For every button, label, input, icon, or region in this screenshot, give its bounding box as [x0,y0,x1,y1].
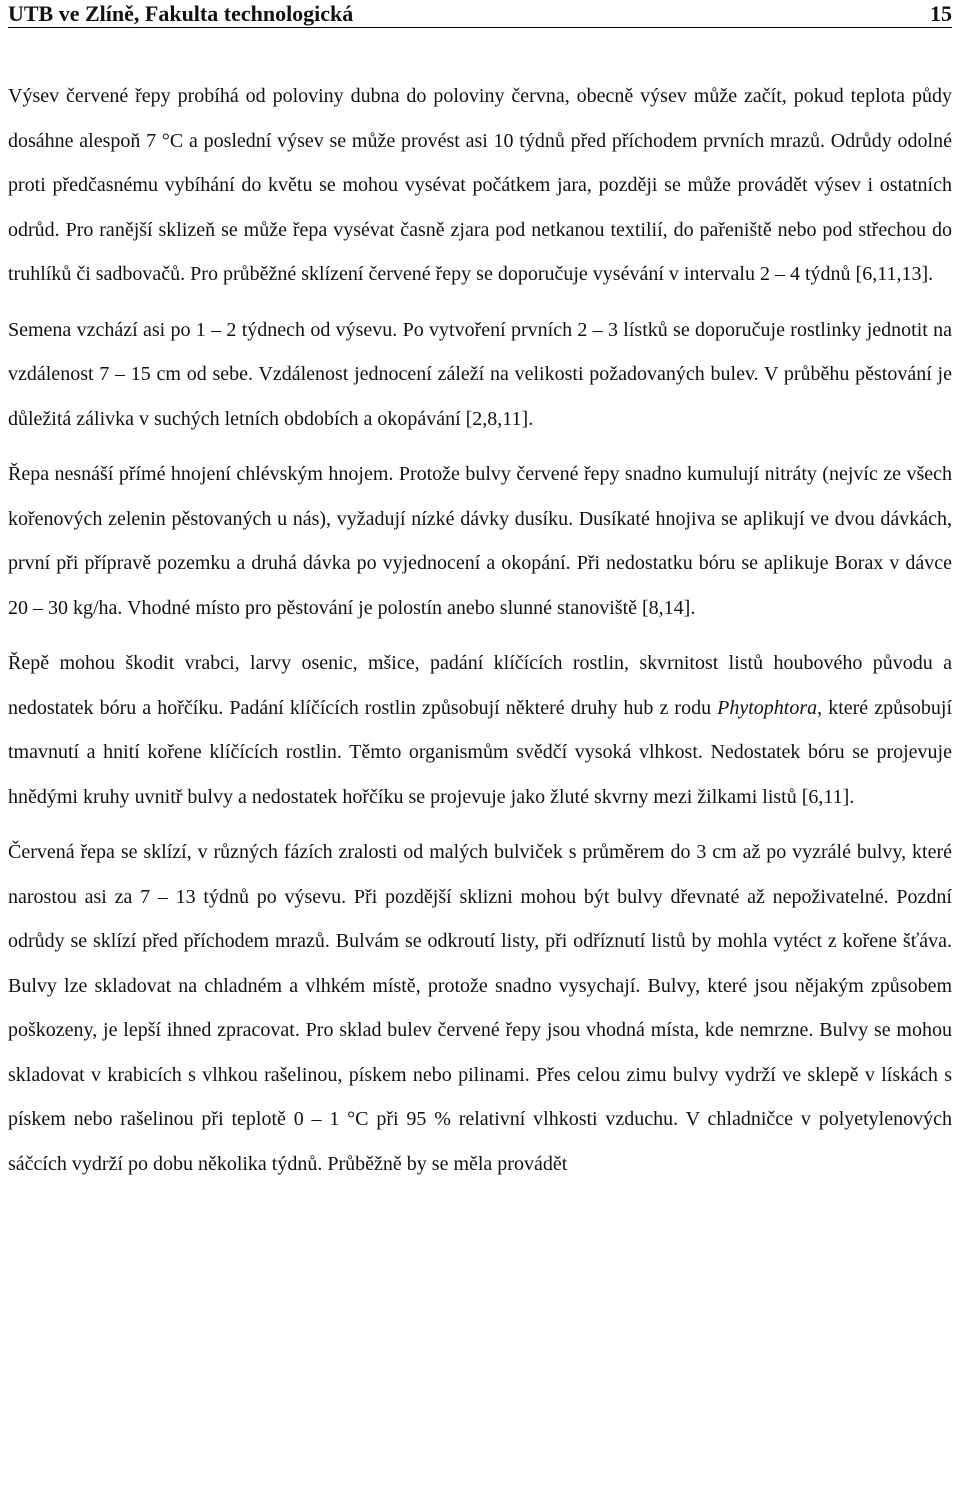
paragraph-fertilization: Řepa nesnáší přímé hnojení chlévským hnojem. Protože bulvy červené řepy snadno kumulují nitráty (nejvíc ze všech kořenových zelenin pěstovaných u nás), vyžadují nízké dávky dusíku. Dusíkaté hnojiva se aplikují ve dvou dávkách, první při přípravě pozemku a druhá dávka po vyjednocení a okopání. Při nedostatku bóru se aplikuje Borax v dávce 20 – 30 kg/ha. Vhodné místo pro pěstování je polostín anebo slunné stanoviště [8,14]. [8,463,952,619]
page-header [8,0,952,28]
genus-name: Phytophtora [717,696,818,719]
pests-text-after: , které způsobují tmavnutí a hnití kořene klíčících rostlin. Těmto organismům svědčí vysoká vlhkost. Nedostatek bóru se projevuje hnědými kruhy uvnitř bulvy a nedostatek hořčíku se projevuje jako žluté skvrny mezi žilkami listů [6,11]. [8,696,952,808]
paragraph-sowing: Výsev červené řepy probíhá od poloviny dubna do poloviny června, obecně výsev může začít, pokud teplota půdy dosáhne alespoň 7 °C a poslední výsev se může provést asi 10 týdnů před příchodem prvních mrazů. Odrůdy odolné proti předčasnému vybíhání do květu se mohou vysévat počátkem jara, později se může provádět výsev i ostatních odrůd. Pro ranější sklizeň se může řepa vysévat časně zjara pod netkanou textilií, do pařeniště nebo pod střechou do truhlíků či sadbovačů. Pro průběžné sklízení červené řepy se doporučuje vysévání v intervalu 2 – 4 týdnů [6,11,13]. [8,85,952,285]
pests-text-before: Řepě mohou škodit vrabci, larvy osenic, mšice, padání klíčících rostlin, skvrnitost listů houbového původu a nedostatek bóru a hořčíku. Padání klíčících rostlin způsobují některé druhy hub z rodu [8,652,952,719]
paragraph-harvest: Červená řepa se sklízí, v různých fázích zralosti od malých bulviček s průměrem do 3 cm až po vyzrálé bulvy, které narostou asi za 7 – 13 týdnů po výsevu. Při pozdější sklizni mohou být bulvy dřevnaté až nepoživatelné. Pozdní odrůdy se sklízí před příchodem mrazů. Bulvám se odkroutí listy, při odříznutí listů by mohla vytéct z kořene šťáva. Bulvy lze skladovat na chladném a vlhkém místě, protože snadno vysychají. Bulvy, které jsou nějakým způsobem poškozeny, je lepší ihned zpracovat. Pro sklad bulev červené řepy jsou vhodná místa, kde nemrzne. Bulvy se mohou skladovat v krabicích s vlhkou rašelinou, pískem nebo pilinami. Přes celou zimu bulvy vydrží ve sklepě v lískách s pískem nebo rašelinou při teplotě 0 – 1 °C při 95 % relativní vlhkosti vzduchu. V chladničce v polyetylenových sáčcích vydrží po dobu několika týdnů. Průběžně by se měla provádět [8,841,952,1175]
header-title: UTB ve Zlíně, Fakulta technologická [8,1,354,26]
page-number: 15 [930,1,952,26]
body-text [8,74,952,1197]
paragraph-germination: Semena vzchází asi po 1 – 2 týdnech od výsevu. Po vytvoření prvních 2 – 3 lístků se doporučuje rostlinky jednotit na vzdálenost 7 – 15 cm od sebe. Vzdálenost jednocení záleží na velikosti požadovaných bulev. V průběhu pěstování je důležitá zálivka v suchých letních obdobích a okopávání [2,8,11]. [8,318,952,430]
paragraph-pests [8,641,952,819]
